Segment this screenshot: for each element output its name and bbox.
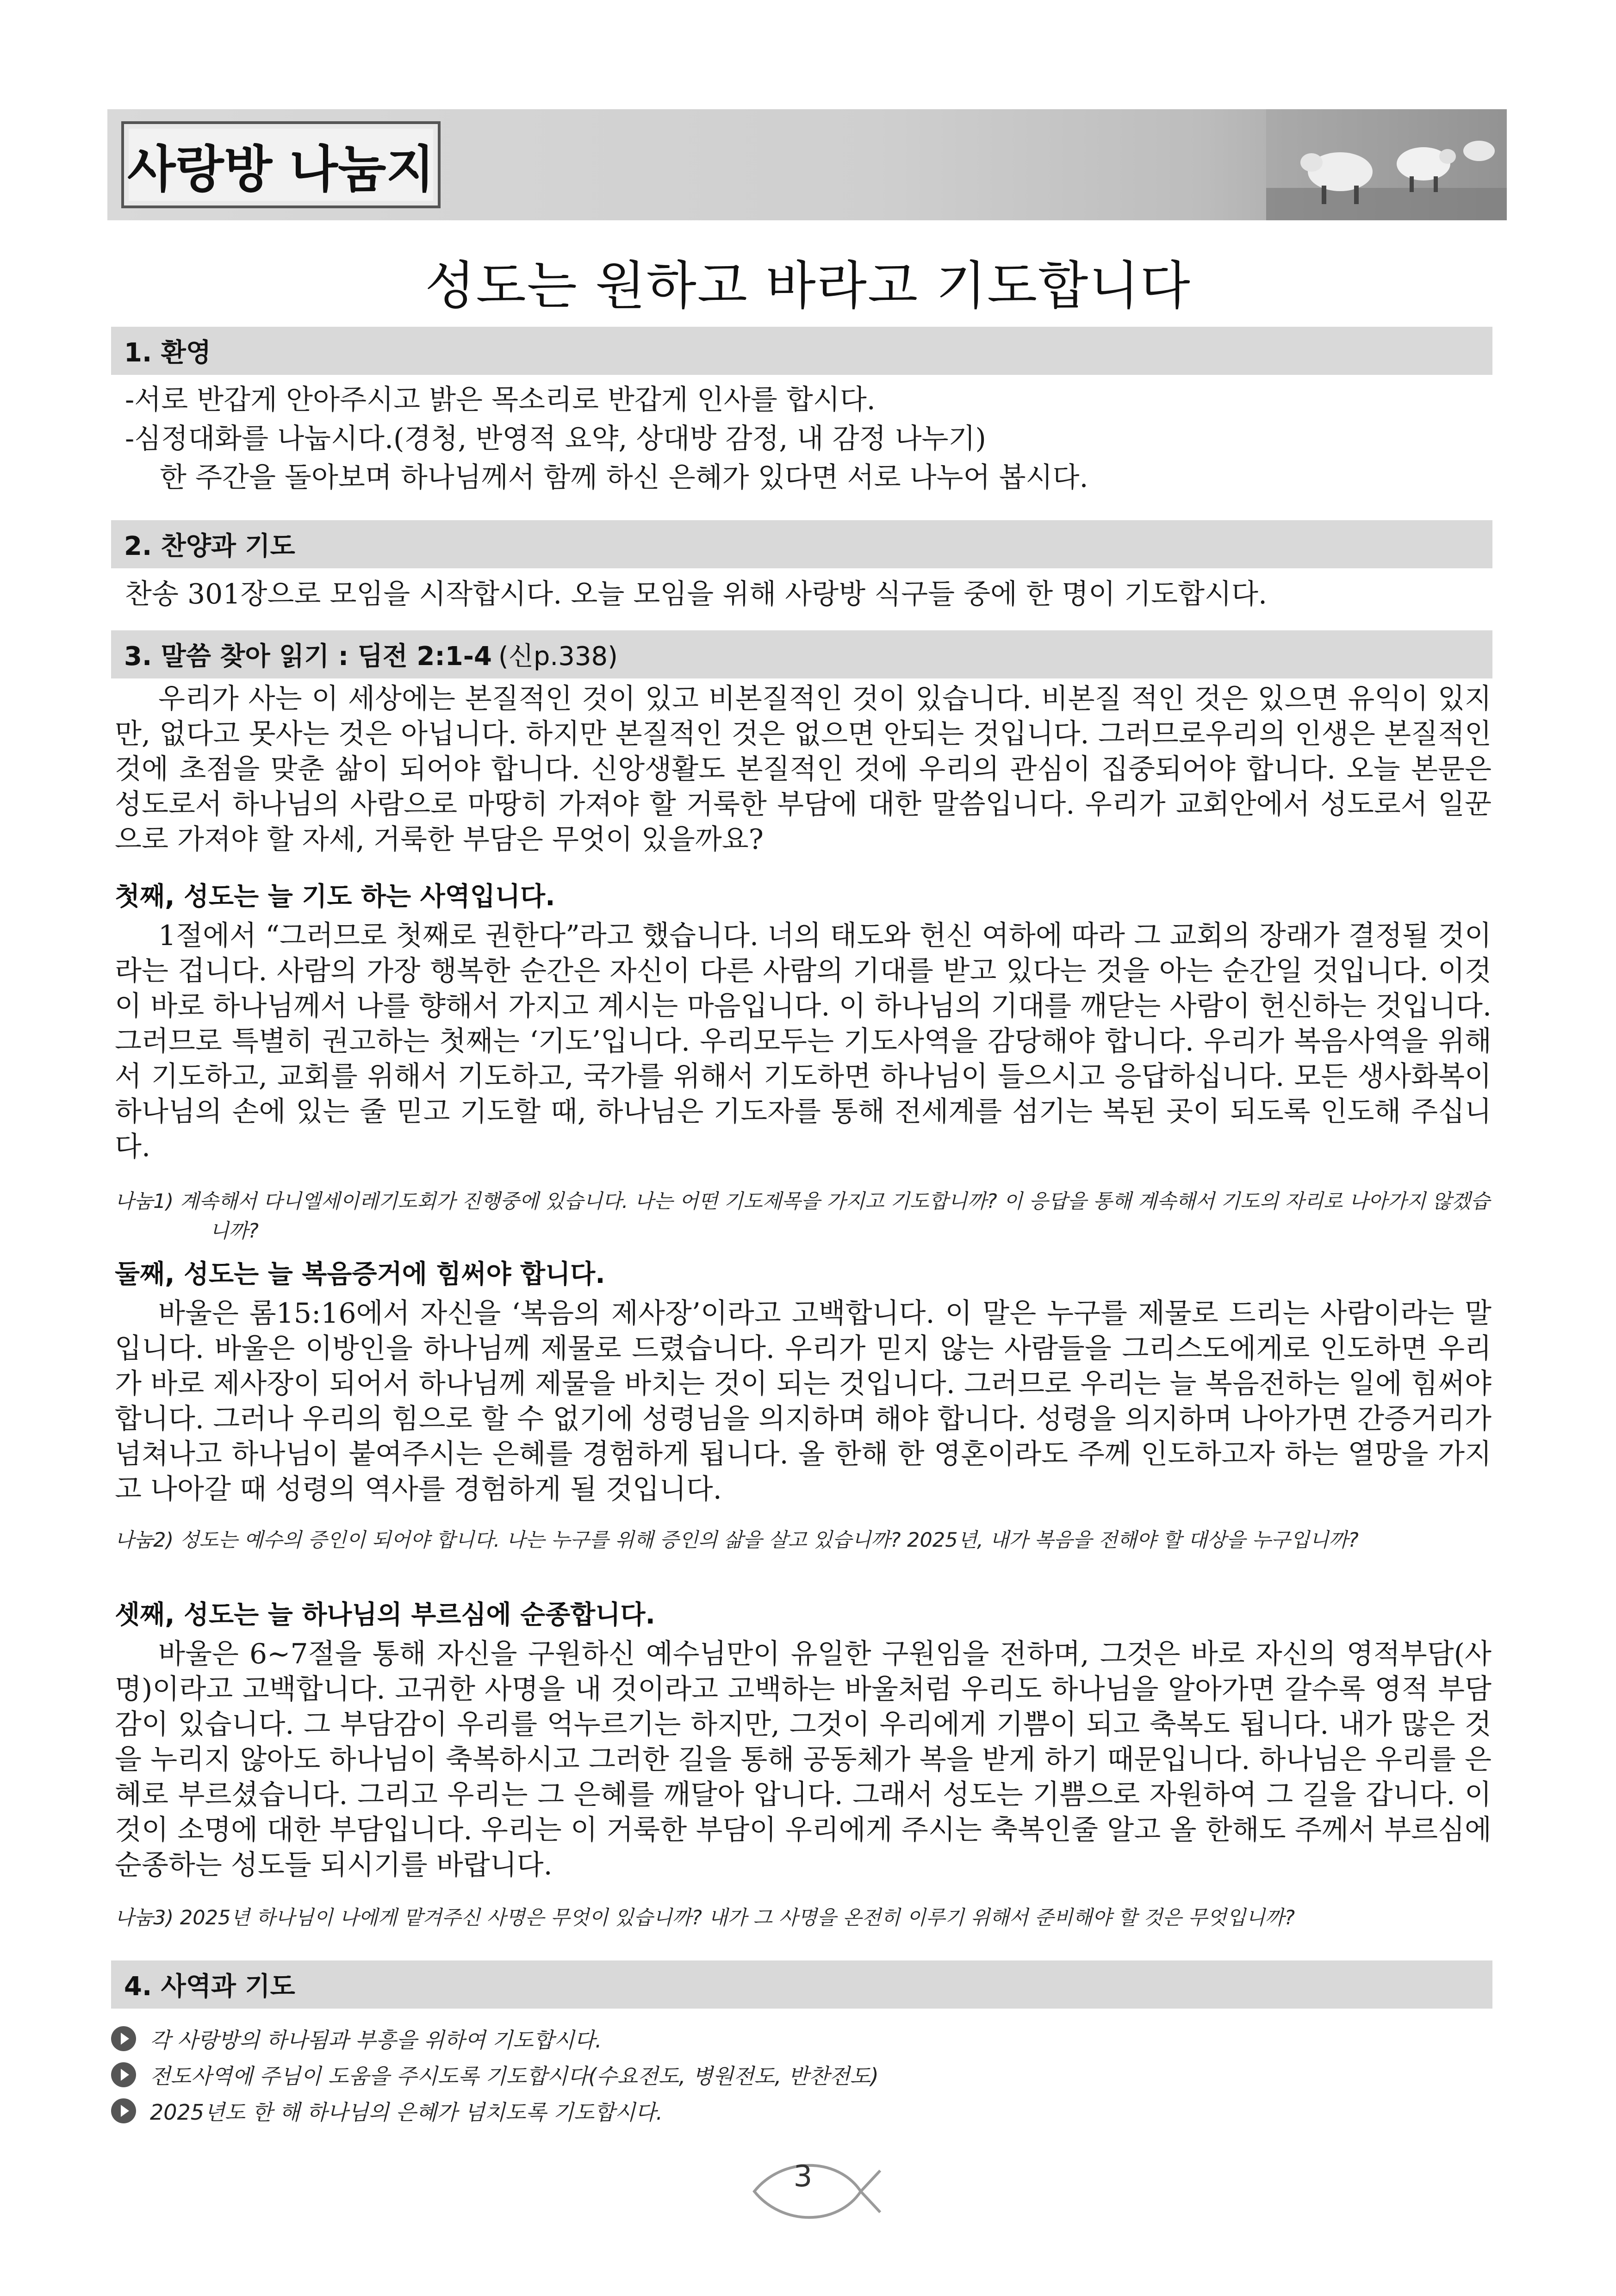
page-number: 3 (793, 2159, 813, 2194)
welcome-line: 한 주간을 돌아보며 하나님께서 함께 하신 은혜가 있다면 서로 나누어 봅시다. (160, 461, 1088, 494)
header-banner (107, 109, 1507, 220)
point-heading: 둘째, 성도는 늘 복음증거에 힘써야 합니다. (115, 1259, 605, 1289)
section-heading-text: 3. 말씀 찾아 읽기 : 딤전 2:1-4 (124, 641, 492, 672)
section-heading-scripture (111, 630, 1492, 678)
section-heading-praise (111, 520, 1492, 568)
share-question: 나눔2) 성도는 예수의 증인이 되어야 합니다. 나는 누구를 위해 증인의 삶을 살고 있습니까? 2025년, 내가 복음을 전해야 할 대상을 누구입니까? (115, 1529, 1359, 1552)
prayer-text: 전도사역에 주님이 도움을 주시도록 기도합시다(수요전도, 병원전도, 반찬전도) (150, 2064, 879, 2089)
page-title: 성도는 원하고 바라고 기도합니다 (425, 256, 1191, 316)
banner-label: 사랑방 나눔지 (121, 121, 441, 208)
prayer-item (111, 2096, 663, 2126)
section-heading-welcome (111, 327, 1492, 375)
point-body: 1절에서 “그러므로 첫째로 권한다”라고 했습니다. 너의 태도와 헌신 여하에 따라 그 교회의 장래가 결정될 것이라는 겁니다. 사람의 가장 행복한 순간은 자신이 다른 사람의 기대를 받고 있다는 것을 아는 순간일 것입니다. 이것이 바로 하나님께서 나를 향해서 가지고 계시는 마음입니다. 이 하나님의 기대를 깨닫는 사람이 헌신하는 것입니다. 그러므로 특별히 권고하는 첫째는 ‘기도’입니다. 우리모두는 기도사역을 감당해야 합니다. 우리가 복음사역을 위해서 기도하고, 교회를 위해서 기도하고, 국가를 위해서 기도하면 하나님이 들으시고 응답하십니다. 모든 생사화복이 하나님의 손에 있는 줄 믿고 기도할 때, 하나님은 기도자를 통해 전세계를 섬기는 복된 곳이 되도록 인도해 주십니다. (115, 920, 1492, 1163)
point-heading: 첫째, 성도는 늘 기도 하는 사역입니다. (115, 882, 555, 912)
prayer-item (111, 2023, 602, 2054)
welcome-line: -서로 반갑게 안아주시고 밝은 목소리로 반갑게 인사를 합시다. (125, 384, 876, 416)
prayer-text: 각 사랑방의 하나됨과 부흥을 위하여 기도합시다. (150, 2028, 602, 2053)
point-body: 바울은 롬15:16에서 자신을 ‘복음의 제사장’이라고 고백합니다. 이 말은 누구를 제물로 드리는 사람이라는 말입니다. 바울은 이방인을 하나님께 제물로 드렸습니다. 우리가 믿지 않는 사람들을 그리스도에게로 인도하면 우리가 바로 제사장이 되어서 하나님께 제물을 바치는 것이 되는 것입니다. 그러므로 우리는 늘 복음전하는 일에 힘써야 합니다. 그러나 우리의 힘으로 할 수 없기에 성령님을 의지하며 해야 합니다. 성령을 의지하며 나아가면 간증거리가 넘쳐나고 하나님이 붙여주시는 은혜를 경험하게 됩니다. 올 한해 한 영혼이라도 주께 인도하고자 하는 열망을 가지고 나아갈 때 성령의 역사를 경험하게 될 것입니다. (115, 1297, 1492, 1506)
point-body: 바울은 6~7절을 통해 자신을 구원하신 예수님만이 유일한 구원임을 전하며, 그것은 바로 자신의 영적부담(사명)이라고 고백합니다. 고귀한 사명을 내 것이라고 고백하는 바울처럼 우리도 하나님을 알아가면 갈수록 영적 부담감이 있습니다. 그 부담감이 우리를 억누르기는 하지만, 그것이 우리에게 기쁨이 되고 축복도 됩니다. 내가 많은 것을 누리지 않아도 하나님이 축복하시고 그러한 길을 통해 공동체가 복을 받게 하기 때문입니다. 하나님은 우리를 은혜로 부르셨습니다. 그리고 우리는 그 은혜를 깨달아 압니다. 그래서 성도는 기쁨으로 자원하여 그 길을 갑니다. 이것이 소명에 대한 부담입니다. 우리는 이 거룩한 부담이 우리에게 주시는 축복인줄 알고 올 한해도 주께서 부르심에 순종하는 성도들 되시기를 바랍니다. (115, 1638, 1492, 1881)
sheep-photo-icon (1266, 109, 1507, 220)
share-question: 나눔3) 2025년 하나님이 나에게 맡겨주신 사명은 무엇이 있습니까? 내가 그 사명을 온전히 이루기 위해서 준비해야 할 것은 무엇입니까? (115, 1906, 1295, 1929)
section-heading-text: 2. 찬양과 기도 (124, 531, 295, 561)
prayer-text: 2025년도 한 해 하나님의 은혜가 넘치도록 기도합시다. (150, 2100, 663, 2125)
section-heading-prayer (111, 1960, 1492, 2009)
prayer-item (111, 2060, 879, 2090)
scripture-reference: (신p.338) (498, 641, 618, 672)
arrow-bullet-icon (111, 2098, 136, 2123)
section-heading-text: 4. 사역과 기도 (124, 1972, 295, 2002)
praise-text: 찬송 301장으로 모임을 시작합시다. 오늘 모임을 위해 사랑방 식구들 중에 한 명이 기도합시다. (125, 578, 1268, 610)
arrow-bullet-icon (111, 2062, 136, 2087)
point-heading: 셋째, 성도는 늘 하나님의 부르심에 순종합니다. (115, 1600, 655, 1630)
section-heading-text: 1. 환영 (124, 338, 211, 368)
welcome-line: -심정대화를 나눕시다.(경청, 반영적 요약, 상대방 감정, 내 감정 나누기) (125, 423, 986, 455)
share-question: 나눔1) 계속해서 다니엘세이레기도회가 진행중에 있습니다. 나는 어떤 기도제목을 가지고 기도합니까? 이 응답을 통해 계속해서 기도의 자리로 나아가지 않겠습니까? (115, 1190, 1490, 1243)
arrow-bullet-icon (111, 2026, 136, 2051)
intro-paragraph: 우리가 사는 이 세상에는 본질적인 것이 있고 비본질적인 것이 있습니다. 비본질 적인 것은 있으면 유익이 있지만, 없다고 못사는 것은 아닙니다. 하지만 본질적인 것은 없으면 안되는 것입니다. 그러므로우리의 인생은 본질적인 것에 초점을 맞춘 삶이 되어야 합니다. 신앙생활도 본질적인 것에 우리의 관심이 집중되어야 합니다. 오늘 본문은 성도로서 하나님의 사람으로 마땅히 가져야 할 거룩한 부담에 대한 말씀입니다. 우리가 교회안에서 성도로서 일꾼으로 가져야 할 자세, 거룩한 부담은 무엇이 있을까요? (115, 683, 1492, 856)
